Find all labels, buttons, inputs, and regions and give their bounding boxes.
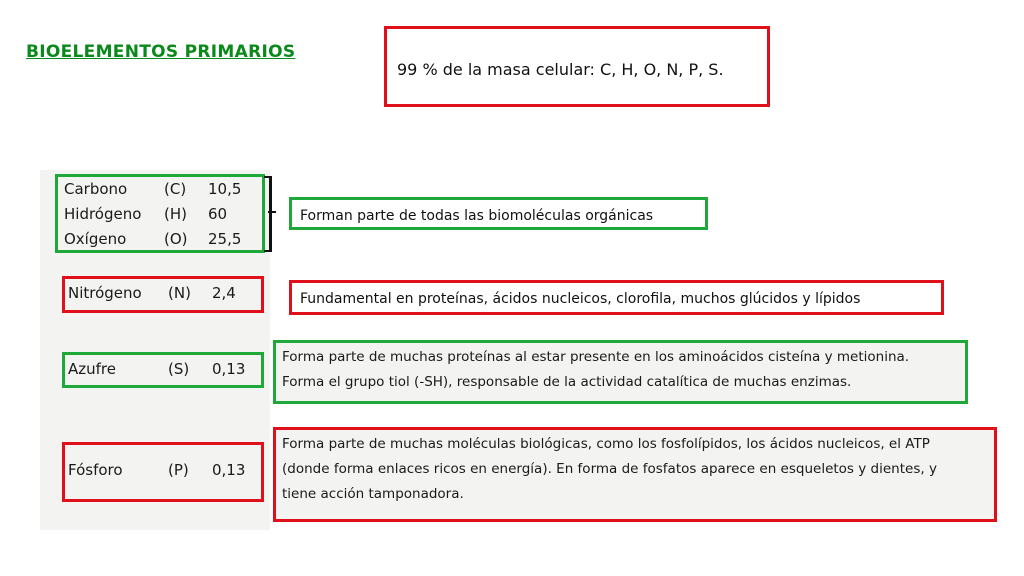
element-symbol: (S) <box>168 360 190 378</box>
bracket-icon <box>264 176 272 252</box>
element-symbol: (C) <box>164 180 187 198</box>
summary-text: 99 % de la masa celular: C, H, O, N, P, S. <box>397 60 724 79</box>
element-symbol: (P) <box>168 461 189 479</box>
note-nitrogeno-box <box>289 280 944 315</box>
fosforo-line-1: Forma parte de muchas moléculas biológicas, como los fosfolípidos, los ácidos nucleicos, el ATP <box>282 436 930 452</box>
element-row-nitrogeno <box>68 284 262 302</box>
element-symbol: (H) <box>164 205 187 223</box>
fosforo-line-2: (donde forma enlaces ricos en energía). En forma de fosfatos aparece en esqueletos y dientes, y <box>282 461 937 477</box>
element-row-fosforo <box>68 461 262 479</box>
element-value: 0,13 <box>212 461 246 479</box>
element-value: 2,4 <box>212 284 236 302</box>
page-title: BIOELEMENTOS PRIMARIOS <box>26 42 296 62</box>
element-symbol: (N) <box>168 284 191 302</box>
fosforo-line-3: tiene acción tamponadora. <box>282 486 464 502</box>
azufre-line-1: Forma parte de muchas proteínas al estar presente en los aminoácidos cisteína y metionina. <box>282 349 910 365</box>
element-symbol: (O) <box>164 230 188 248</box>
element-row-carbono <box>64 180 258 198</box>
element-value: 25,5 <box>208 230 242 248</box>
element-name: Hidrógeno <box>64 205 142 223</box>
bracket-tip-icon <box>268 211 276 213</box>
azufre-line-2: Forma el grupo tiol (-SH), responsable de la actividad catalítica de muchas enzimas. <box>282 374 852 390</box>
element-row-oxigeno <box>64 230 258 248</box>
element-name: Nitrógeno <box>68 284 142 302</box>
note-organic-box <box>289 197 708 230</box>
element-name: Carbono <box>64 180 128 198</box>
element-name: Azufre <box>68 360 116 378</box>
element-row-hidrogeno <box>64 205 258 223</box>
note-organic-text: Forman parte de todas las biomoléculas orgánicas <box>300 208 654 224</box>
fosforo-paragraph <box>282 432 992 507</box>
element-value: 10,5 <box>208 180 242 198</box>
element-name: Oxígeno <box>64 230 127 248</box>
element-value: 0,13 <box>212 360 246 378</box>
azufre-paragraph <box>282 345 962 395</box>
element-name: Fósforo <box>68 461 123 479</box>
note-nitrogeno-text: Fundamental en proteínas, ácidos nucleicos, clorofila, muchos glúcidos y lípidos <box>300 291 861 307</box>
element-row-azufre <box>68 360 262 378</box>
summary-box <box>384 26 770 107</box>
element-value: 60 <box>208 205 228 223</box>
